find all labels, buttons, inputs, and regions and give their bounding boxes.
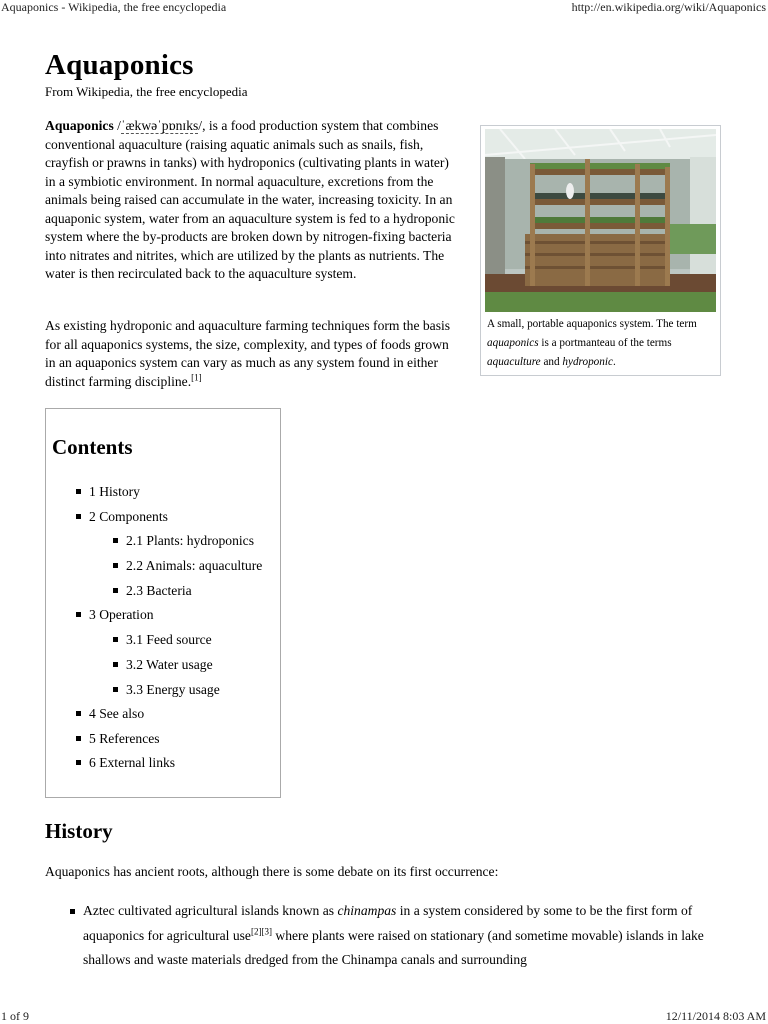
- bullet-icon: [76, 489, 81, 494]
- figure-thumbnail: [480, 125, 721, 376]
- toc-item-label[interactable]: 2 Components: [89, 509, 168, 524]
- toc-item-label[interactable]: 5 References: [89, 731, 160, 746]
- caption-text: .: [612, 356, 616, 368]
- caption-text: A small, portable aquaponics system. The term: [487, 318, 697, 330]
- toc-item-label[interactable]: 3.3 Energy usage: [126, 682, 220, 697]
- reference-link[interactable]: [1]: [191, 371, 202, 382]
- toc-item-see-also[interactable]: [76, 706, 144, 722]
- bullet-icon: [76, 711, 81, 716]
- toc-item-label[interactable]: 3.2 Water usage: [126, 657, 213, 672]
- toc-item-history[interactable]: [76, 484, 140, 500]
- figure-caption: [487, 315, 717, 372]
- toc-item-label[interactable]: 2.3 Bacteria: [126, 583, 192, 598]
- toc-item-bacteria[interactable]: [113, 583, 192, 599]
- toc-item-components[interactable]: [76, 509, 168, 525]
- bullet-icon: [113, 563, 118, 568]
- toc-item-operation[interactable]: [76, 607, 154, 623]
- lead-paragraph: [45, 117, 460, 284]
- second-paragraph-text: As existing hydroponic and aquaculture farming techniques form the basis for all aquaponics systems, the size, complexity, and types of foods grown in an aquaponics system can vary as much as any system found in either distinct farming discipline.: [45, 318, 451, 389]
- caption-text: and: [540, 356, 563, 368]
- print-header-title: Aquaponics - Wikipedia, the free encyclopedia: [1, 0, 227, 14]
- list-item-text: Aztec cultivated agricultural islands known as: [83, 903, 338, 918]
- bullet-icon: [76, 760, 81, 765]
- ipa-open: /: [113, 118, 121, 133]
- ipa-close: /: [198, 118, 203, 133]
- list-item: [70, 899, 720, 973]
- aquaponics-photo[interactable]: [485, 129, 716, 312]
- toc-item-references[interactable]: [76, 731, 160, 747]
- toc-title: Contents: [52, 435, 133, 459]
- print-footer-page: 1 of 9: [1, 1009, 29, 1023]
- toc-item-feed-source[interactable]: [113, 632, 212, 648]
- toc-item-label[interactable]: 6 External links: [89, 755, 176, 770]
- bullet-icon: [76, 612, 81, 617]
- bullet-icon: [113, 637, 118, 642]
- term-chinampas: chinampas: [337, 903, 397, 918]
- reference-link[interactable]: [2][3]: [250, 925, 272, 936]
- bullet-icon: [113, 588, 118, 593]
- list-item-text: in a system considered by some to be the first form of aquaponics for agricultural use: [83, 903, 693, 943]
- page-title: Aquaponics: [45, 49, 194, 81]
- toc-item-energy-usage[interactable]: [113, 682, 220, 698]
- caption-term-aquaculture: aquaculture: [487, 356, 541, 368]
- table-of-contents: [45, 408, 281, 798]
- list-item-text: where plants were raised on stationary (and sometime movable) islands in lake shallows and waste materials dredged from the Chinampa canals and surrounding: [83, 927, 704, 967]
- toc-item-animals-aquaculture[interactable]: [113, 558, 262, 574]
- bullet-icon: [76, 736, 81, 741]
- bullet-icon: [113, 662, 118, 667]
- print-header-url[interactable]: http://en.wikipedia.org/wiki/Aquaponics: [571, 0, 766, 14]
- bullet-icon: [113, 687, 118, 692]
- toc-item-label[interactable]: 2.1 Plants: hydroponics: [126, 533, 255, 548]
- lead-term: Aquaponics: [45, 118, 114, 133]
- bullet-icon: [70, 909, 75, 914]
- toc-item-plants-hydroponics[interactable]: [113, 533, 254, 549]
- toc-item-water-usage[interactable]: [113, 657, 213, 673]
- lead-body: , is a food production system that combines conventional aquaculture (raising aquatic animals such as snails, fish, crayfish or prawns in tanks) with hydroponics (cultivating plants in water) in a symbiotic environment. In normal aquaculture, excretions from the animals being raised can accumulate in the water, increasing toxicity. In an aquaponic system, water from an aquaculture system is fed to a hydroponic system where the by-products are broken down by nitrogen-fixing bacteria into nitrates and nitrites, which are utilized by the plants as nutrients. The water is then recirculated back to the aquaculture system.: [45, 118, 455, 281]
- history-intro: Aquaponics has ancient roots, although there is some debate on its first occurrence:: [45, 864, 499, 879]
- caption-term-hydroponic: hydroponic: [562, 356, 613, 368]
- history-list: [70, 899, 720, 973]
- toc-item-label[interactable]: 2.2 Animals: aquaculture: [126, 558, 263, 573]
- page-tagline: From Wikipedia, the free encyclopedia: [45, 84, 248, 99]
- toc-item-label[interactable]: 3.1 Feed source: [126, 632, 212, 647]
- section-heading-history: History: [45, 819, 113, 843]
- bullet-icon: [76, 514, 81, 519]
- toc-item-external-links[interactable]: [76, 755, 175, 771]
- toc-item-label[interactable]: 4 See also: [89, 706, 145, 721]
- bullet-icon: [113, 538, 118, 543]
- toc-item-label[interactable]: 3 Operation: [89, 607, 154, 622]
- toc-item-label[interactable]: 1 History: [89, 484, 140, 499]
- second-paragraph: [45, 317, 460, 391]
- ipa-pronunciation[interactable]: ˈækwəˈpɒnɪks: [120, 118, 199, 133]
- print-footer-date: 12/11/2014 8:03 AM: [665, 1009, 766, 1023]
- caption-term-aquaponics: aquaponics: [487, 337, 539, 349]
- caption-text: is a portmanteau of the terms: [538, 337, 672, 349]
